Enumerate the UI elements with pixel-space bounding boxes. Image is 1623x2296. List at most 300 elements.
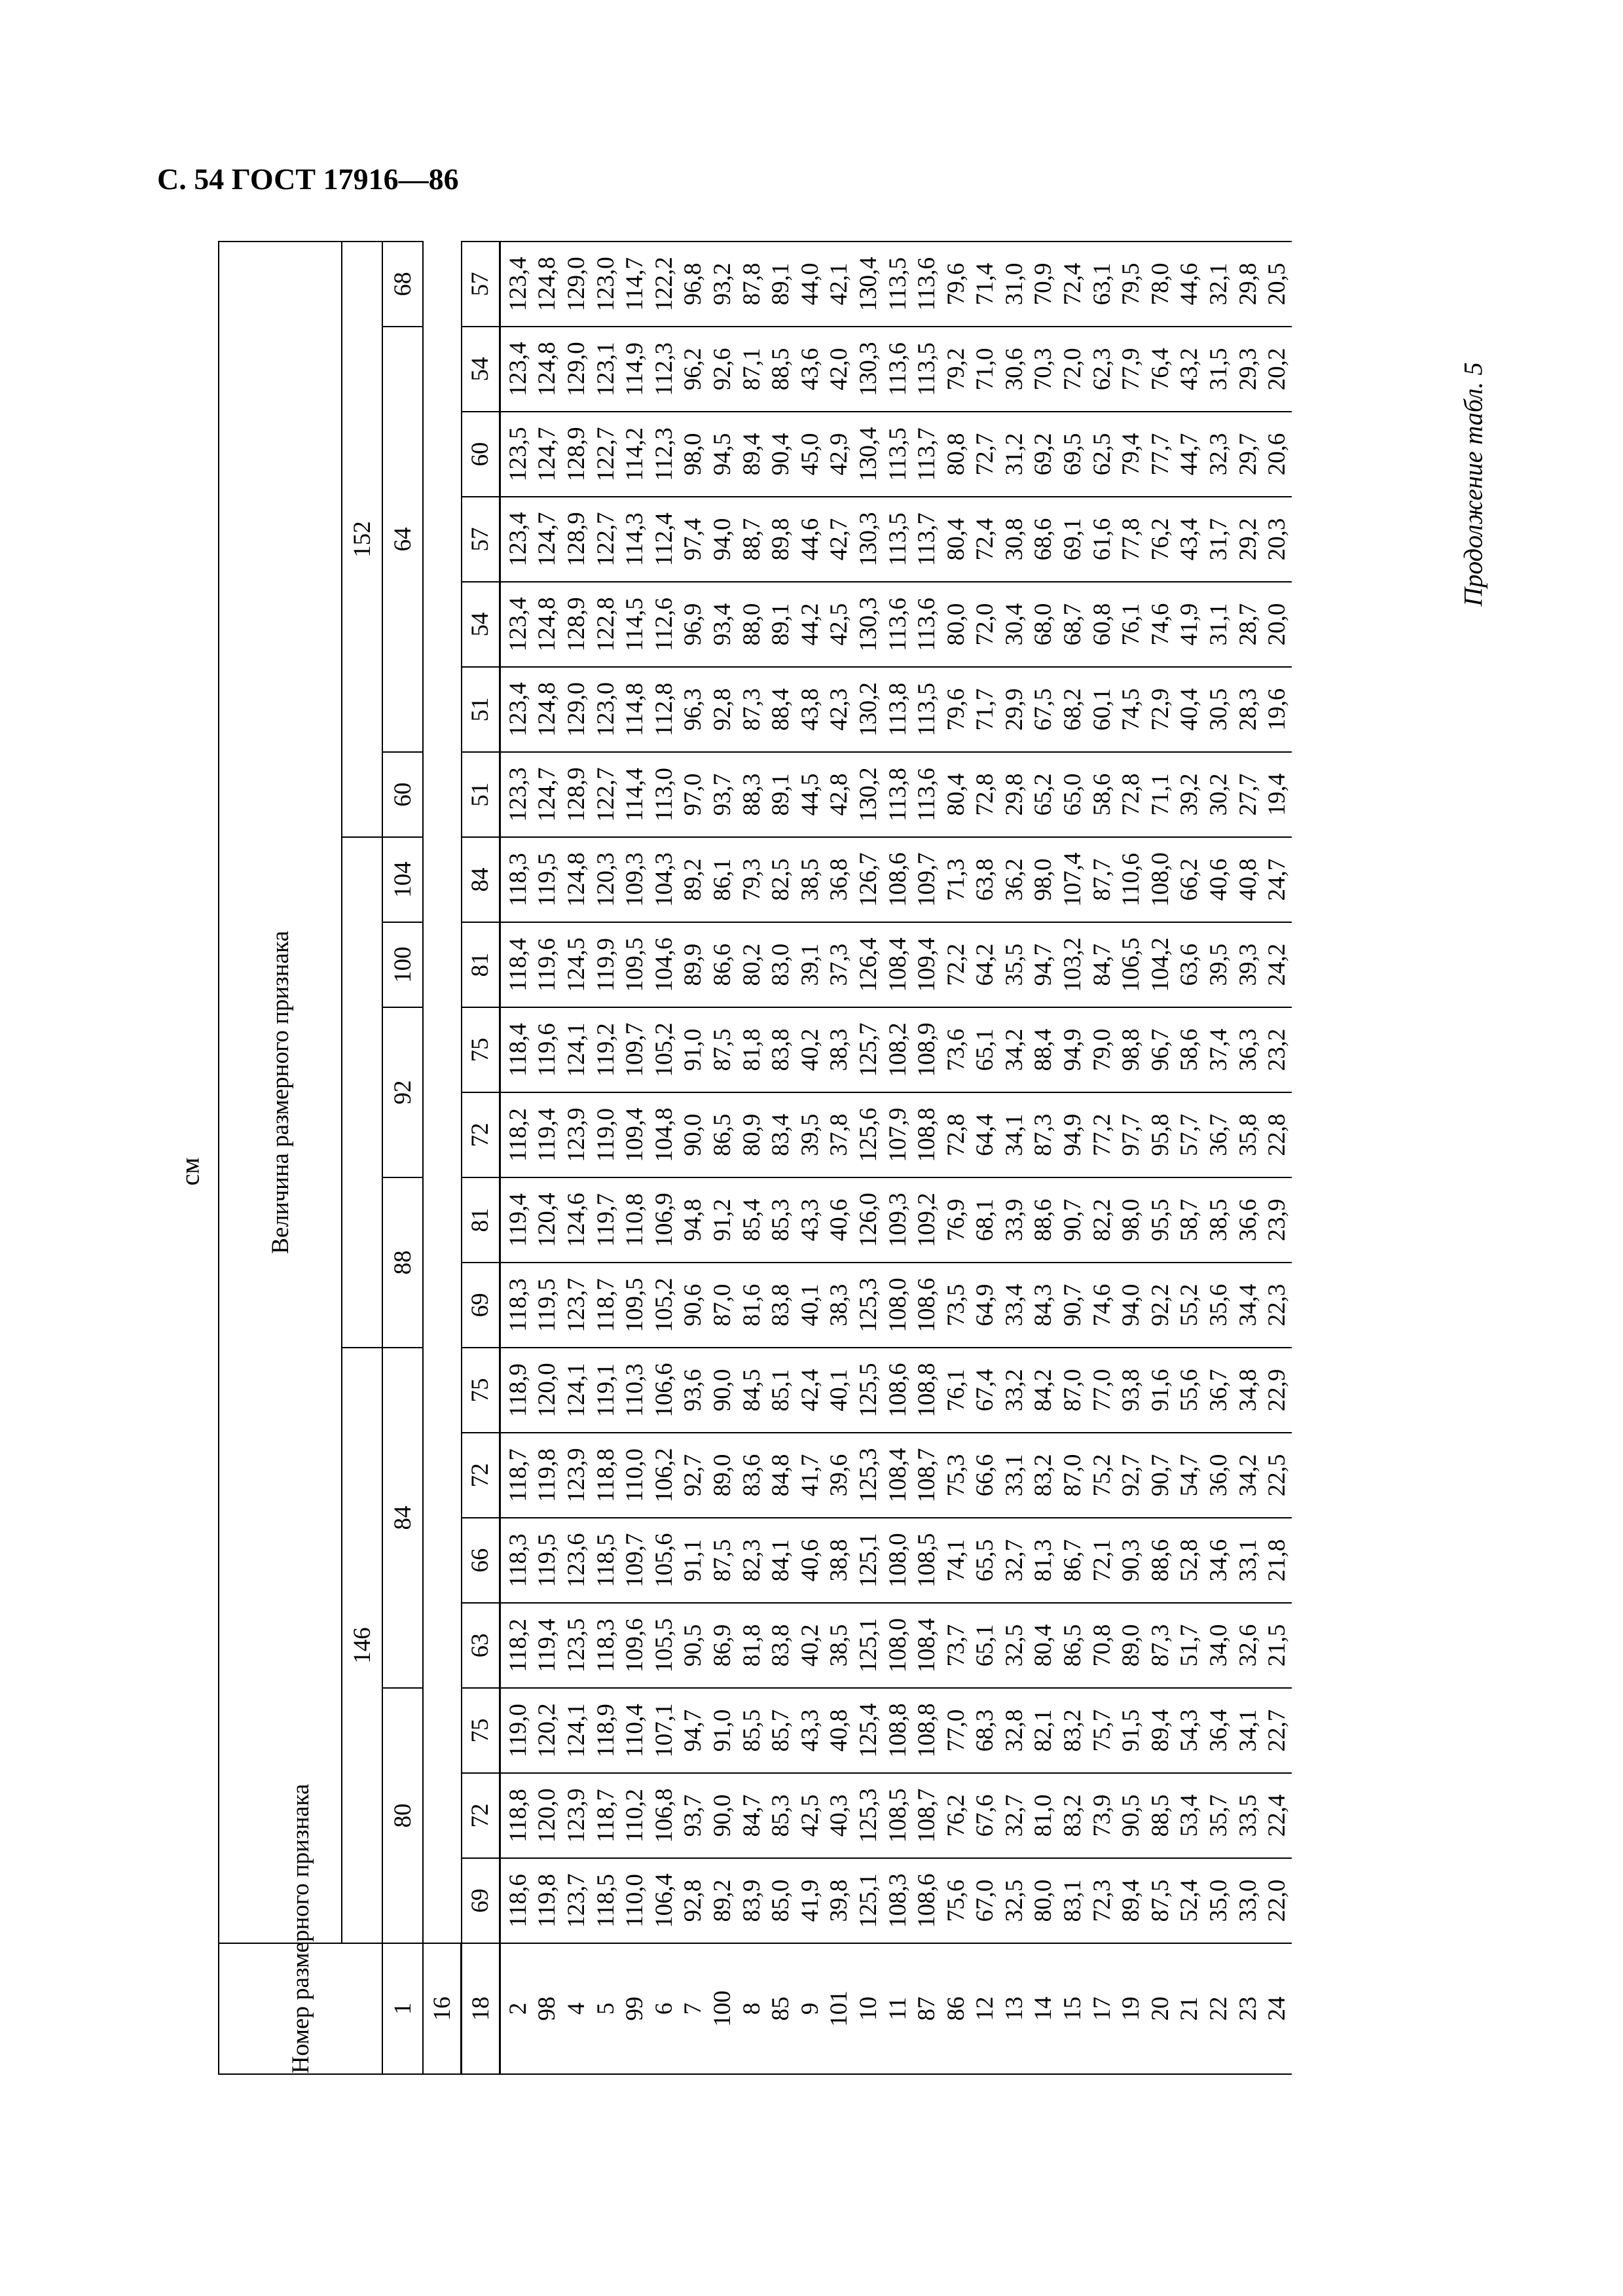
table-cell: 45,0 (795, 412, 825, 497)
table-cell: 44,5 (795, 752, 825, 837)
table-cell: 55,2 (1175, 1263, 1205, 1348)
table-cell: 118,3 (500, 1263, 533, 1348)
row-label: 15 (1058, 1943, 1087, 2074)
table-cell: 124,7 (533, 412, 562, 497)
table-cell: 96,2 (679, 327, 708, 412)
header-18-cell: 57 (462, 242, 500, 327)
table-cell: 80,4 (1029, 1603, 1059, 1688)
row-label: 13 (1000, 1943, 1029, 2074)
table-cell: 32,7 (1000, 1773, 1029, 1858)
table-cell: 31,7 (1204, 497, 1233, 582)
header-18-cell: 72 (462, 1433, 500, 1518)
table-cell: 126,7 (854, 837, 883, 922)
table-cell: 114,5 (620, 582, 649, 667)
table-row (1058, 242, 1087, 2074)
table-cell: 35,7 (1204, 1773, 1233, 1858)
table-cell: 122,7 (591, 497, 621, 582)
table-cell: 37,8 (825, 1092, 854, 1177)
table-cell: 123,4 (500, 497, 533, 582)
table-cell: 87,7 (1087, 837, 1117, 922)
table-cell: 24,2 (1262, 922, 1292, 1007)
table-cell: 108,0 (1146, 837, 1175, 922)
table-cell: 90,3 (1116, 1518, 1146, 1603)
table-cell: 39,1 (795, 922, 825, 1007)
row-label: 7 (679, 1943, 708, 2074)
table-cell: 85,4 (737, 1177, 767, 1263)
table-cell: 84,3 (1029, 1263, 1059, 1348)
table-cell: 24,7 (1262, 837, 1292, 922)
table-cell: 88,6 (1146, 1518, 1175, 1603)
table-cell: 29,2 (1233, 497, 1263, 582)
table-cell: 72,9 (1146, 667, 1175, 752)
table-cell: 104,3 (649, 837, 679, 922)
table-cell: 106,8 (649, 1773, 679, 1858)
table-cell: 125,1 (854, 1603, 883, 1688)
table-cell: 38,3 (825, 1007, 854, 1092)
table-cell: 123,4 (500, 327, 533, 412)
size-measurement-table (218, 241, 1292, 2075)
table-cell: 87,3 (737, 667, 767, 752)
table-cell: 23,2 (1262, 1007, 1292, 1092)
table-cell: 77,7 (1146, 412, 1175, 497)
table-cell: 85,3 (766, 1773, 795, 1858)
table-cell: 22,0 (1262, 1858, 1292, 1943)
table-cell: 79,0 (1087, 1007, 1117, 1092)
table-cell: 74,6 (1146, 582, 1175, 667)
table-cell: 67,6 (971, 1773, 1000, 1858)
table-cell: 83,6 (737, 1433, 767, 1518)
table-cell: 91,6 (1146, 1348, 1175, 1433)
table-cell: 79,5 (1116, 242, 1146, 327)
table-cell: 80,4 (941, 497, 971, 582)
table-cell: 20,5 (1262, 242, 1292, 327)
row-label: 12 (971, 1943, 1000, 2074)
table-cell: 119,1 (591, 1348, 621, 1433)
table-cell: 38,8 (825, 1518, 854, 1603)
table-cell: 19,6 (1262, 667, 1292, 752)
table-cell: 30,4 (1000, 582, 1029, 667)
table-cell: 71,0 (971, 327, 1000, 412)
table-cell: 108,6 (883, 837, 913, 922)
table-cell: 68,0 (1029, 582, 1059, 667)
table-cell: 58,7 (1175, 1177, 1205, 1263)
table-cell: 84,7 (737, 1773, 767, 1858)
table-cell: 123,5 (500, 412, 533, 497)
table-row (679, 242, 708, 2074)
table-cell: 109,3 (620, 837, 649, 922)
table-cell: 112,3 (649, 412, 679, 497)
table-cell: 114,9 (620, 327, 649, 412)
table-cell: 126,0 (854, 1177, 883, 1263)
table-cell: 96,3 (679, 667, 708, 752)
table-cell: 36,0 (1204, 1433, 1233, 1518)
table-cell: 52,4 (1175, 1858, 1205, 1943)
table-cell: 106,2 (649, 1433, 679, 1518)
table-cell: 72,8 (941, 1092, 971, 1177)
table-cell: 85,7 (766, 1688, 795, 1773)
table-cell: 22,9 (1262, 1348, 1292, 1433)
table-cell: 86,5 (1058, 1603, 1087, 1688)
table-cell: 110,3 (620, 1348, 649, 1433)
table-cell: 94,5 (708, 412, 737, 497)
table-cell: 113,7 (912, 412, 941, 497)
table-cell: 92,7 (1116, 1433, 1146, 1518)
table-cell: 44,6 (1175, 242, 1205, 327)
table-cell: 34,2 (1000, 1007, 1029, 1092)
table-cell: 29,7 (1233, 412, 1263, 497)
table-row (591, 242, 621, 2074)
table-cell: 31,0 (1000, 242, 1029, 327)
table-cell: 125,4 (854, 1688, 883, 1773)
table-cell: 38,5 (795, 837, 825, 922)
table-cell: 105,2 (649, 1007, 679, 1092)
table-cell: 118,5 (591, 1518, 621, 1603)
table-cell: 75,7 (1087, 1688, 1117, 1773)
table-cell: 118,6 (500, 1858, 533, 1943)
table-row (1233, 242, 1263, 2074)
table-cell: 31,1 (1204, 582, 1233, 667)
table-cell: 109,5 (620, 1263, 649, 1348)
table-cell: 63,6 (1175, 922, 1205, 1007)
table-row (1116, 242, 1146, 2074)
table-cell: 109,6 (620, 1603, 649, 1688)
table-cell: 84,2 (1029, 1348, 1059, 1433)
table-cell: 94,0 (708, 497, 737, 582)
header-18-cell: 66 (462, 1518, 500, 1603)
page-header: С. 54 ГОСТ 17916—86 (157, 162, 459, 196)
table-cell: 72,2 (941, 922, 971, 1007)
table-cell: 35,5 (1000, 922, 1029, 1007)
table-cell: 88,6 (1029, 1177, 1059, 1263)
table-cell: 108,5 (912, 1518, 941, 1603)
table-cell: 123,4 (500, 667, 533, 752)
table-cell: 74,5 (1116, 667, 1146, 752)
table-cell: 108,8 (912, 1092, 941, 1177)
table-cell: 74,6 (1087, 1263, 1117, 1348)
table-cell: 79,6 (941, 667, 971, 752)
table-cell: 87,1 (737, 327, 767, 412)
table-cell: 128,9 (562, 497, 591, 582)
table-cell: 85,0 (766, 1858, 795, 1943)
table-cell: 118,3 (591, 1603, 621, 1688)
table-cell: 119,6 (533, 1007, 562, 1092)
table-cell: 29,3 (1233, 327, 1263, 412)
table-cell: 20,6 (1262, 412, 1292, 497)
table-cell: 123,0 (591, 242, 621, 327)
table-cell: 126,4 (854, 922, 883, 1007)
row-label: 85 (766, 1943, 795, 2074)
table-cell: 91,1 (679, 1518, 708, 1603)
table-cell: 32,1 (1204, 242, 1233, 327)
table-cell: 104,8 (649, 1092, 679, 1177)
table-cell: 76,2 (1146, 497, 1175, 582)
table-cell: 124,8 (533, 582, 562, 667)
table-cell: 65,2 (1029, 752, 1059, 837)
header-60: 60 (382, 752, 423, 837)
table-cell: 128,9 (562, 752, 591, 837)
table-cell: 71,7 (971, 667, 1000, 752)
table-cell: 129,0 (562, 667, 591, 752)
table-cell: 125,5 (854, 1348, 883, 1433)
table-cell: 106,9 (649, 1177, 679, 1263)
table-cell: 81,8 (737, 1603, 767, 1688)
table-cell: 87,0 (1058, 1433, 1087, 1518)
table-cell: 34,1 (1000, 1092, 1029, 1177)
table-cell: 88,5 (1146, 1773, 1175, 1858)
row-label: 8 (737, 1943, 767, 2074)
table-cell: 32,5 (1000, 1603, 1029, 1688)
table-cell: 65,1 (971, 1603, 1000, 1688)
table-cell: 85,3 (766, 1177, 795, 1263)
table-cell: 89,1 (766, 242, 795, 327)
table-cell: 84,5 (737, 1348, 767, 1433)
table-cell: 72,1 (1087, 1518, 1117, 1603)
table-cell: 91,0 (708, 1688, 737, 1773)
table-cell: 38,5 (1204, 1177, 1233, 1263)
header-18-cell: 84 (462, 837, 500, 922)
header-18-cell: 72 (462, 1092, 500, 1177)
table-cell: 107,1 (649, 1688, 679, 1773)
table-cell: 54,7 (1175, 1433, 1205, 1518)
table-cell: 130,3 (854, 327, 883, 412)
table-cell: 98,0 (1029, 837, 1059, 922)
table-cell: 108,6 (912, 1263, 941, 1348)
header-18-cell: 72 (462, 1773, 500, 1858)
header-80: 80 (382, 1688, 423, 1943)
table-cell: 30,2 (1204, 752, 1233, 837)
header-18-cell: 54 (462, 327, 500, 412)
table-cell: 108,7 (912, 1433, 941, 1518)
table-row (1146, 242, 1175, 2074)
header-18-cell: 75 (462, 1007, 500, 1092)
table-cell: 72,7 (971, 412, 1000, 497)
table-cell: 81,6 (737, 1263, 767, 1348)
table-cell: 108,8 (883, 1688, 913, 1773)
table-cell: 80,9 (737, 1092, 767, 1177)
table-row (500, 242, 533, 2074)
table-cell: 63,1 (1087, 242, 1117, 327)
table-cell: 124,1 (562, 1348, 591, 1433)
table-cell: 118,3 (500, 1518, 533, 1603)
header-146-cont (342, 837, 382, 1348)
table-cell: 73,5 (941, 1263, 971, 1348)
table-cell: 112,8 (649, 667, 679, 752)
table-row (1000, 242, 1029, 2074)
table-cell: 89,8 (766, 497, 795, 582)
table-cell: 90,7 (1058, 1263, 1087, 1348)
table-cell: 65,1 (971, 1007, 1000, 1092)
table-cell: 89,1 (766, 582, 795, 667)
table-cell: 43,6 (795, 327, 825, 412)
table-cell: 129,0 (562, 327, 591, 412)
table-cell: 43,3 (795, 1177, 825, 1263)
table-cell: 79,2 (941, 327, 971, 412)
table-cell: 57,7 (1175, 1092, 1205, 1177)
table-cell: 123,9 (562, 1092, 591, 1177)
table-cell: 30,6 (1000, 327, 1029, 412)
table-row (941, 242, 971, 2074)
table-row (649, 242, 679, 2074)
table-cell: 120,0 (533, 1348, 562, 1433)
table-cell: 71,1 (1146, 752, 1175, 837)
table-cell: 119,8 (533, 1433, 562, 1518)
table-cell: 21,5 (1262, 1603, 1292, 1688)
table-cell: 110,0 (620, 1433, 649, 1518)
table-cell: 72,3 (1087, 1858, 1117, 1943)
table-cell: 77,8 (1116, 497, 1146, 582)
table-cell: 64,2 (971, 922, 1000, 1007)
header-146: 146 (342, 1348, 382, 1943)
table-cell: 28,7 (1233, 582, 1263, 667)
table-cell: 87,8 (737, 242, 767, 327)
table-cell: 114,4 (620, 752, 649, 837)
table-cell: 73,9 (1087, 1773, 1117, 1858)
table-cell: 114,7 (620, 242, 649, 327)
table-cell: 80,4 (941, 752, 971, 837)
table-cell: 113,5 (883, 412, 913, 497)
table-cell: 92,6 (708, 327, 737, 412)
table-row (795, 242, 825, 2074)
row-label: 86 (941, 1943, 971, 2074)
table-cell: 109,7 (912, 837, 941, 922)
table-cell: 88,5 (766, 327, 795, 412)
table-cell: 120,3 (591, 837, 621, 922)
table-cell: 106,4 (649, 1858, 679, 1943)
table-cell: 53,4 (1175, 1773, 1205, 1858)
table-cell: 90,5 (1116, 1773, 1146, 1858)
table-cell: 87,5 (708, 1518, 737, 1603)
table-cell: 125,3 (854, 1433, 883, 1518)
table-cell: 32,7 (1000, 1518, 1029, 1603)
header-18-cell: 81 (462, 1177, 500, 1263)
table-cell: 87,3 (1146, 1603, 1175, 1688)
row-label: 100 (708, 1943, 737, 2074)
table-cell: 80,2 (737, 922, 767, 1007)
table-cell: 93,7 (708, 752, 737, 837)
table-cell: 118,4 (500, 1007, 533, 1092)
header-84: 84 (382, 1348, 423, 1688)
table-cell: 110,8 (620, 1177, 649, 1263)
table-cell: 42,7 (825, 497, 854, 582)
table-cell: 94,9 (1058, 1092, 1087, 1177)
table-cell: 90,5 (679, 1603, 708, 1688)
table-cell: 36,3 (1233, 1007, 1263, 1092)
table-cell: 130,4 (854, 242, 883, 327)
table-cell: 41,7 (795, 1433, 825, 1518)
table-cell: 52,8 (1175, 1518, 1205, 1603)
table-cell: 42,3 (825, 667, 854, 752)
table-cell: 42,0 (825, 327, 854, 412)
table-cell: 124,8 (533, 242, 562, 327)
table-cell: 124,6 (562, 1177, 591, 1263)
table-cell: 86,6 (708, 922, 737, 1007)
table-cell: 125,1 (854, 1518, 883, 1603)
table-cell: 87,3 (1029, 1092, 1059, 1177)
table-cell: 91,0 (679, 1007, 708, 1092)
table-cell: 68,7 (1058, 582, 1087, 667)
table-cell: 68,6 (1029, 497, 1059, 582)
table-cell: 44,7 (1175, 412, 1205, 497)
table-cell: 128,9 (562, 412, 591, 497)
table-cell: 28,3 (1233, 667, 1263, 752)
table-cell: 34,6 (1204, 1518, 1233, 1603)
table-cell: 110,2 (620, 1773, 649, 1858)
table-cell: 108,3 (883, 1858, 913, 1943)
table-cell: 68,2 (1058, 667, 1087, 752)
table-cell: 39,2 (1175, 752, 1205, 837)
table-cell: 108,4 (912, 1603, 941, 1688)
table-cell: 36,2 (1000, 837, 1029, 922)
table-cell: 113,5 (883, 497, 913, 582)
table-cell: 119,0 (591, 1092, 621, 1177)
table-cell: 62,3 (1087, 327, 1117, 412)
table-cell: 94,9 (1058, 1007, 1087, 1092)
table-cell: 93,2 (708, 242, 737, 327)
table-cell: 74,1 (941, 1518, 971, 1603)
table-cell: 20,2 (1262, 327, 1292, 412)
table-cell: 108,4 (883, 922, 913, 1007)
table-cell: 65,5 (971, 1518, 1000, 1603)
table-cell: 124,7 (533, 497, 562, 582)
table-cell: 118,2 (500, 1603, 533, 1688)
table-cell: 119,4 (533, 1092, 562, 1177)
table-cell: 123,6 (562, 1518, 591, 1603)
table-cell: 29,8 (1233, 242, 1263, 327)
table-cell: 80,8 (941, 412, 971, 497)
table-cell: 106,5 (1116, 922, 1146, 1007)
table-cell: 80,0 (941, 582, 971, 667)
table-cell: 109,7 (620, 1518, 649, 1603)
table-cell: 112,4 (649, 497, 679, 582)
table-cell: 88,3 (737, 752, 767, 837)
table-cell: 40,3 (825, 1773, 854, 1858)
table-cell: 119,5 (533, 1263, 562, 1348)
table-cell: 41,9 (795, 1858, 825, 1943)
table-cell: 88,0 (737, 582, 767, 667)
table-cell: 113,5 (883, 242, 913, 327)
table-cell: 113,8 (883, 667, 913, 752)
table-row (533, 242, 562, 2074)
table-cell: 39,3 (1233, 922, 1263, 1007)
table-cell: 40,8 (1233, 837, 1263, 922)
table-cell: 77,0 (941, 1688, 971, 1773)
table-cell: 97,4 (679, 497, 708, 582)
table-cell: 43,8 (795, 667, 825, 752)
table-cell: 118,9 (500, 1348, 533, 1433)
table-cell: 107,9 (883, 1092, 913, 1177)
table-row (1175, 242, 1205, 2074)
table-cell: 93,6 (679, 1348, 708, 1433)
table-cell: 129,0 (562, 242, 591, 327)
table-cell: 88,4 (1029, 1007, 1059, 1092)
table-cell: 112,6 (649, 582, 679, 667)
table-cell: 112,3 (649, 327, 679, 412)
table-cell: 40,6 (825, 1177, 854, 1263)
table-cell: 34,0 (1204, 1603, 1233, 1688)
table-cell: 58,6 (1087, 752, 1117, 837)
table-cell: 118,8 (500, 1773, 533, 1858)
table-cell: 69,1 (1058, 497, 1087, 582)
table-cell: 118,5 (591, 1858, 621, 1943)
table-cell: 69,2 (1029, 412, 1059, 497)
table-cell: 66,6 (971, 1433, 1000, 1518)
table-cell: 27,7 (1233, 752, 1263, 837)
table-cell: 39,6 (825, 1433, 854, 1518)
header-18-cell: 57 (462, 497, 500, 582)
row-label: 10 (854, 1943, 883, 2074)
table-cell: 34,4 (1233, 1263, 1263, 1348)
table-cell: 83,0 (766, 922, 795, 1007)
